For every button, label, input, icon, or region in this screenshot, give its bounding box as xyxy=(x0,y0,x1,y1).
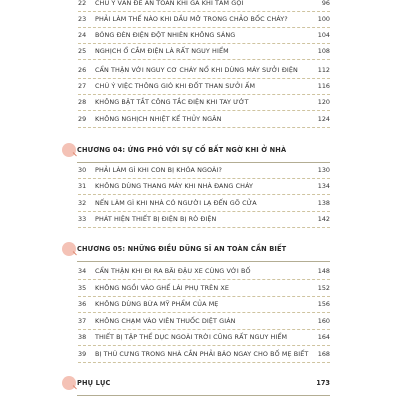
chapter-title: CHƯƠNG 05: NHỮNG ĐIỀU DŨNG SĨ AN TOÀN CẦN BIẾT xyxy=(77,245,287,253)
entry-number: 29 xyxy=(78,115,87,123)
chapter-04-heading[interactable] xyxy=(62,141,330,163)
entry-title: KHÔNG DÙNG BỪA MỸ PHẨM CỦA MẸ xyxy=(95,300,219,308)
entry-page: 160 xyxy=(317,317,330,325)
toc-entry-36[interactable] xyxy=(78,295,330,313)
entry-title: PHÁT HIỆN THIẾT BỊ ĐIỆN BỊ RÒ ĐIỆN xyxy=(95,215,217,223)
entry-page: 116 xyxy=(317,82,330,90)
chapter-title: CHƯƠNG 04: ỨNG PHÓ VỚI SỰ CỐ BẤT NGỜ KHI Ở NHÀ xyxy=(77,146,287,154)
entry-number: 34 xyxy=(78,267,87,275)
toc-entry-25[interactable] xyxy=(78,42,330,60)
entry-title: KHÔNG CHẠM VÀO VIÊN THUỐC DIỆT GIÁN xyxy=(95,317,236,325)
entry-divider xyxy=(78,362,330,363)
entry-page: 108 xyxy=(317,47,330,55)
entry-number: 31 xyxy=(78,182,87,190)
entry-title: KHÔNG DÙNG THANG MÁY KHI NHÀ ĐANG CHÁY xyxy=(95,182,254,190)
entry-page: 164 xyxy=(317,333,330,341)
entry-page: 152 xyxy=(317,284,330,292)
appendix-page: 173 xyxy=(316,379,330,387)
entry-divider xyxy=(78,227,330,228)
entry-number: 39 xyxy=(78,350,87,358)
entry-number: 25 xyxy=(78,47,87,55)
entry-title: PHẢI LÀM GÌ KHI CON BỊ KHÓA NGOÀI? xyxy=(95,166,222,174)
entry-title: CHÚ Ý VẤN ĐỀ AN TOÀN KHI GÀ KHI TẮM GỘI xyxy=(95,0,244,7)
entry-divider xyxy=(78,59,330,60)
toc-entry-38[interactable] xyxy=(78,328,330,346)
entry-page: 148 xyxy=(317,267,330,275)
entry-title: KHÔNG NGHỊCH NHIỆT KẾ THỦY NGÂN xyxy=(95,115,222,123)
entry-page: 124 xyxy=(317,115,330,123)
entry-number: 28 xyxy=(78,98,87,106)
entry-page: 168 xyxy=(317,350,330,358)
entry-number: 22 xyxy=(78,0,87,7)
entry-number: 24 xyxy=(78,31,87,39)
entry-number: 38 xyxy=(78,333,87,341)
entry-page: 138 xyxy=(317,199,330,207)
entry-page: 120 xyxy=(317,98,330,106)
entry-page: 112 xyxy=(317,66,330,74)
entry-page: 104 xyxy=(317,31,330,39)
entry-number: 32 xyxy=(78,199,87,207)
entry-title: BÓNG ĐÈN ĐIỆN ĐỘT NHIÊN KHÔNG SÁNG xyxy=(95,31,236,39)
toc-entry-34[interactable] xyxy=(78,262,330,280)
entry-title: THIẾT BỊ TẬP THỂ DỤC NGOÀI TRỜI CŨNG RẤT NGUY HIỂM xyxy=(95,333,288,341)
entry-number: 37 xyxy=(78,317,87,325)
entry-page: 130 xyxy=(317,166,330,174)
entry-number: 35 xyxy=(78,284,87,292)
entry-title: CẨN THẬN VỚI NGUY CƠ CHÁY NỔ KHI DÙNG MÁY SƯỞI ĐIỆN xyxy=(95,66,298,74)
toc-entry-39[interactable] xyxy=(78,345,330,363)
toc-entry-33[interactable] xyxy=(78,210,330,228)
entry-title: NGHỊCH Ổ CẮM ĐIỆN LÀ RẤT NGUY HIỂM xyxy=(95,47,229,55)
chapter-05-heading[interactable] xyxy=(62,240,330,262)
entry-title: KHÔNG BẬT TẮT CÔNG TẮC ĐIỆN KHI TAY ƯỚT xyxy=(95,98,249,106)
entry-title: CHÚ Ý VIỆC THÔNG GIÓ KHI ĐỐT THAN SƯỞI ẤM xyxy=(95,82,256,90)
appendix-heading[interactable] xyxy=(62,374,330,396)
entry-title: KHÔNG NGỒI VÀO GHẾ LÁI PHỤ TRÊN XE xyxy=(95,284,229,292)
entry-number: 23 xyxy=(78,15,87,23)
entry-number: 36 xyxy=(78,300,87,308)
toc-entry-28[interactable] xyxy=(78,93,330,111)
entry-title: NẾN LÀM GÌ KHI NHÀ CÓ NGƯỜI LẠ ĐẾN GÕ CỬA xyxy=(95,199,257,207)
entry-title: PHẢI LÀM THẾ NÀO KHI DẦU MỠ TRONG CHẢO BỐC CHÁY? xyxy=(95,15,288,23)
entry-number: 26 xyxy=(78,66,87,74)
entry-page: 142 xyxy=(317,215,330,223)
entry-page: 96 xyxy=(321,0,330,7)
entry-page: 100 xyxy=(317,15,330,23)
appendix-divider xyxy=(77,395,330,396)
entry-number: 33 xyxy=(78,215,87,223)
entry-page: 156 xyxy=(317,300,330,308)
entry-number: 30 xyxy=(78,166,87,174)
entry-number: 27 xyxy=(78,82,87,90)
toc-entry-31[interactable] xyxy=(78,177,330,195)
entry-title: BỊ THÚ CƯNG TRONG NHÀ CẮN PHẢI BÁO NGAY CHO BỐ MẸ BIẾT xyxy=(95,350,309,358)
entry-title: CẨN THẬN KHI ĐI RA BÃI ĐẬU XE CÙNG VỚI BỐ xyxy=(95,267,251,275)
entry-page: 134 xyxy=(317,182,330,190)
toc-entry-29[interactable] xyxy=(78,110,330,128)
appendix-title: PHỤ LỤC xyxy=(77,379,111,387)
entry-divider xyxy=(78,127,330,128)
